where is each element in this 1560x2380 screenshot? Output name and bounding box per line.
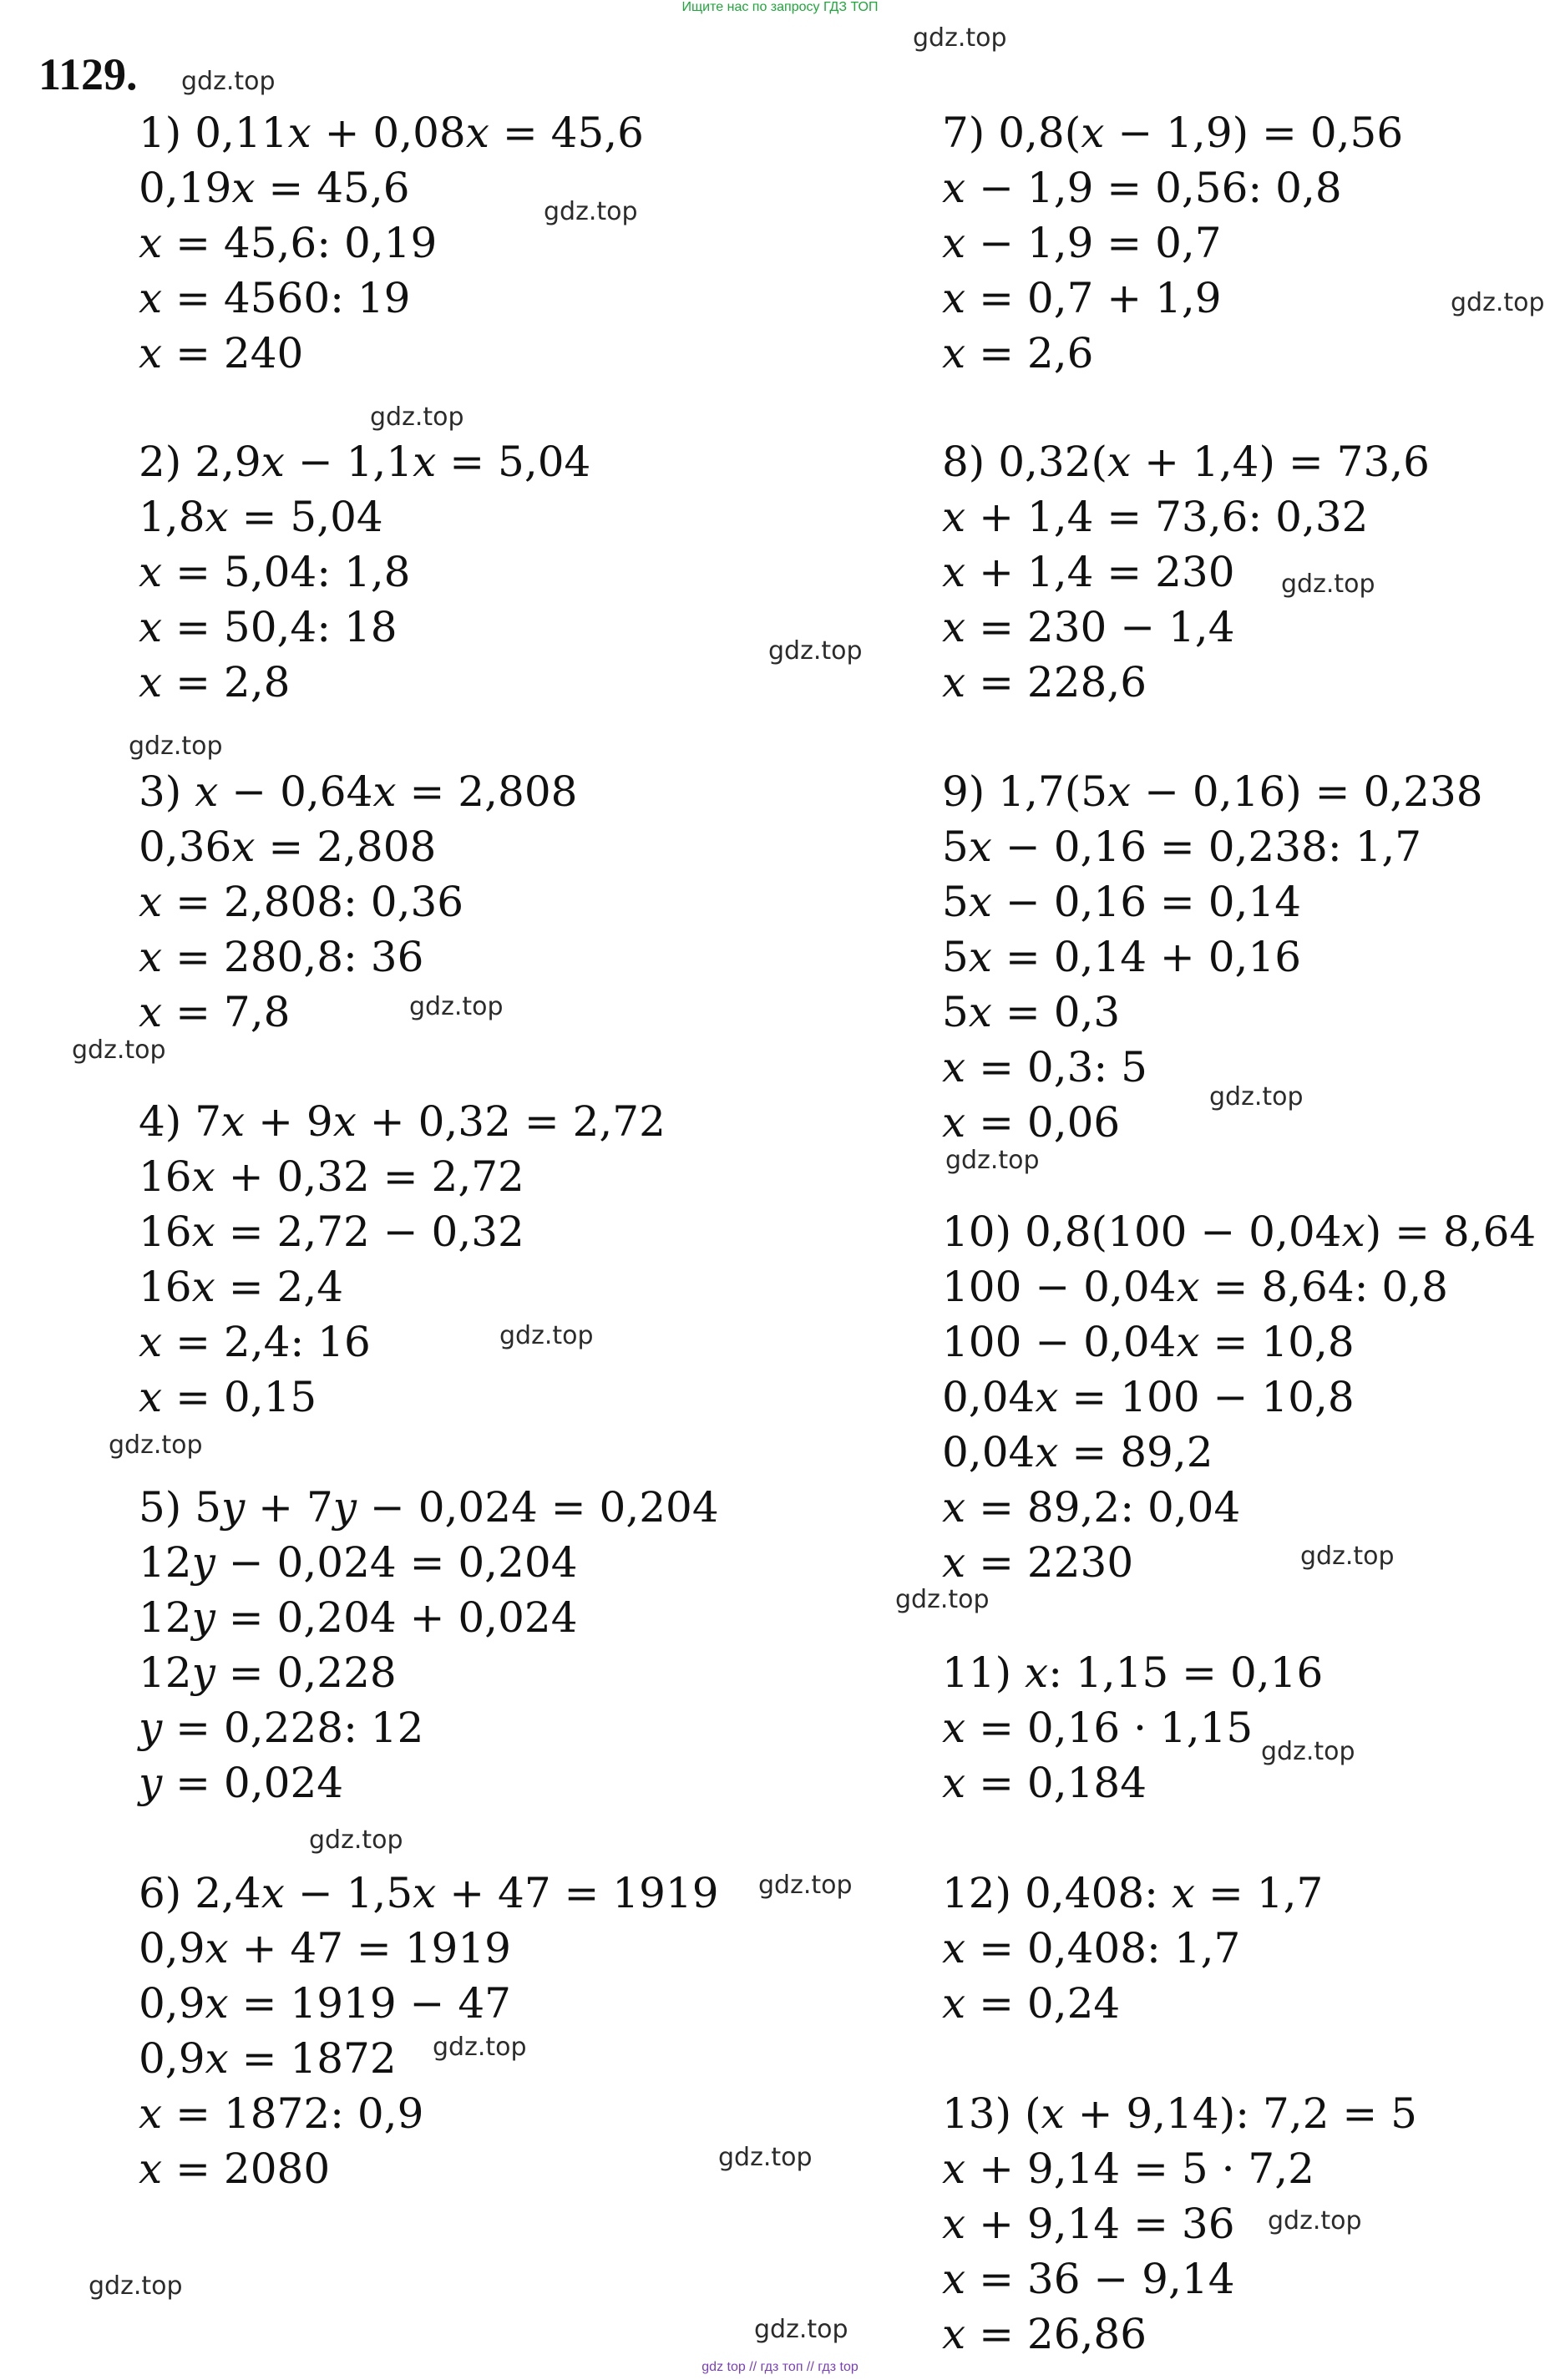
- equation-line: 16𝑥 = 2,4: [139, 1263, 344, 1311]
- equation-line: 𝑥 = 0,16 · 1,15: [942, 1704, 1254, 1752]
- equation-line: 𝑥 = 0,06: [942, 1098, 1121, 1147]
- equation-line: 13) (𝑥 + 9,14): 7,2 = 5: [942, 2089, 1417, 2138]
- equation-line: 0,36𝑥 = 2,808: [139, 823, 437, 871]
- watermark: gdz.top: [433, 2033, 527, 2062]
- exercise-number: 1129.: [38, 49, 138, 99]
- watermark: gdz.top: [1451, 288, 1545, 317]
- equation-line: 4) 7𝑥 + 9𝑥 + 0,32 = 2,72: [139, 1097, 666, 1146]
- equation-line: 0,04𝑥 = 89,2: [942, 1428, 1213, 1476]
- equation-line: 1) 0,11𝑥 + 0,08𝑥 = 45,6: [139, 109, 644, 157]
- equation-line: 𝑥 = 0,184: [942, 1759, 1147, 1807]
- equation-line: 𝑥 = 2,4: 16: [139, 1318, 371, 1366]
- watermark: gdz.top: [109, 1431, 203, 1460]
- equation-line: 𝑥 = 5,04: 1,8: [139, 548, 411, 596]
- equation-line: 𝑥 + 9,14 = 5 · 7,2: [942, 2145, 1314, 2193]
- equation-line: 5𝑥 − 0,16 = 0,14: [942, 878, 1302, 926]
- equation-line: 𝑥 + 9,14 = 36: [942, 2200, 1235, 2248]
- equation-line: 12) 0,408: 𝑥 = 1,7: [942, 1869, 1324, 1917]
- equation-line: 10) 0,8(100 − 0,04𝑥) = 8,64: [942, 1208, 1537, 1256]
- equation-line: 𝑦 = 0,024: [139, 1759, 344, 1807]
- equation-line: 𝑥 = 0,408: 1,7: [942, 1924, 1241, 1972]
- equation-line: 3) 𝑥 − 0,64𝑥 = 2,808: [139, 767, 578, 816]
- equation-line: 𝑥 = 2,808: 0,36: [139, 878, 464, 926]
- equation-line: 𝑥 = 0,24: [942, 1979, 1121, 2028]
- equation-line: 0,19𝑥 = 45,6: [139, 164, 410, 212]
- search-hint-link[interactable]: Ищите нас по запросу ГДЗ ТОП: [681, 0, 879, 14]
- watermark: gdz.top: [72, 1036, 166, 1065]
- equation-line: 𝑥 + 1,4 = 73,6: 0,32: [942, 493, 1369, 541]
- equation-line: 𝑥 − 1,9 = 0,56: 0,8: [942, 164, 1342, 212]
- watermark: gdz.top: [758, 1871, 853, 1900]
- watermark: gdz.top: [768, 636, 863, 666]
- footer-links[interactable]: gdz top // гдз топ // гдз top: [701, 2360, 859, 2374]
- equation-line: 12𝑦 = 0,204 + 0,024: [139, 1593, 578, 1642]
- watermark: gdz.top: [499, 1321, 594, 1350]
- equation-line: 0,04𝑥 = 100 − 10,8: [942, 1373, 1355, 1421]
- equation-line: 12𝑦 = 0,228: [139, 1648, 397, 1697]
- equation-line: 8) 0,32(𝑥 + 1,4) = 73,6: [942, 438, 1430, 486]
- equation-line: 𝑥 = 45,6: 0,19: [139, 219, 438, 267]
- equation-line: 7) 0,8(𝑥 − 1,9) = 0,56: [942, 109, 1404, 157]
- equation-line: 𝑥 = 0,7 + 1,9: [942, 274, 1222, 322]
- equation-line: 100 − 0,04𝑥 = 8,64: 0,8: [942, 1263, 1448, 1311]
- equation-line: 𝑦 = 0,228: 12: [139, 1704, 424, 1752]
- watermark: gdz.top: [1281, 570, 1375, 599]
- equation-line: 0,9𝑥 = 1919 − 47: [139, 1979, 511, 2028]
- equation-line: 𝑥 = 2,6: [942, 329, 1094, 377]
- equation-line: 0,9𝑥 = 1872: [139, 2034, 397, 2083]
- watermark: gdz.top: [718, 2143, 813, 2172]
- equation-line: 𝑥 = 50,4: 18: [139, 603, 398, 651]
- equation-line: 11) 𝑥: 1,15 = 0,16: [942, 1648, 1324, 1697]
- equation-line: 5) 5𝑦 + 7𝑦 − 0,024 = 0,204: [139, 1483, 719, 1532]
- equation-line: 𝑥 = 0,15: [139, 1373, 317, 1421]
- equation-line: 9) 1,7(5𝑥 − 0,16) = 0,238: [942, 767, 1483, 816]
- watermark: gdz.top: [1300, 1542, 1395, 1571]
- equation-line: 𝑥 + 1,4 = 230: [942, 548, 1235, 596]
- equation-line: 6) 2,4𝑥 − 1,5𝑥 + 47 = 1919: [139, 1869, 719, 1917]
- equation-line: 𝑥 = 1872: 0,9: [139, 2089, 424, 2138]
- equation-line: 𝑥 = 0,3: 5: [942, 1043, 1147, 1091]
- watermark: gdz.top: [895, 1585, 990, 1614]
- equation-line: 0,9𝑥 + 47 = 1919: [139, 1924, 511, 1972]
- equation-line: 5𝑥 = 0,14 + 0,16: [942, 933, 1302, 981]
- equation-line: 𝑥 = 26,86: [942, 2310, 1147, 2358]
- equation-line: 𝑥 = 2,8: [139, 658, 291, 706]
- equation-line: 1,8𝑥 = 5,04: [139, 493, 383, 541]
- watermark: gdz.top: [89, 2271, 183, 2301]
- watermark: gdz.top: [309, 1826, 403, 1855]
- watermark: gdz.top: [544, 197, 638, 226]
- watermark: gdz.top: [1261, 1737, 1355, 1766]
- watermark: gdz.top: [1268, 2206, 1362, 2236]
- equation-line: 𝑥 = 280,8: 36: [139, 933, 424, 981]
- equation-line: 2) 2,9𝑥 − 1,1𝑥 = 5,04: [139, 438, 591, 486]
- equation-line: 16𝑥 + 0,32 = 2,72: [139, 1152, 524, 1201]
- equation-line: 𝑥 = 7,8: [139, 988, 291, 1036]
- equation-line: 16𝑥 = 2,72 − 0,32: [139, 1208, 524, 1256]
- equation-line: 𝑥 = 36 − 9,14: [942, 2255, 1235, 2303]
- equation-line: 𝑥 = 2230: [942, 1538, 1134, 1587]
- equation-line: 𝑥 = 228,6: [942, 658, 1147, 706]
- equation-line: 100 − 0,04𝑥 = 10,8: [942, 1318, 1355, 1366]
- watermark: gdz.top: [913, 23, 1007, 53]
- equation-line: 𝑥 − 1,9 = 0,7: [942, 219, 1222, 267]
- equation-line: 5𝑥 = 0,3: [942, 988, 1121, 1036]
- equation-line: 𝑥 = 2080: [139, 2145, 331, 2193]
- watermark: gdz.top: [129, 732, 223, 761]
- watermark: gdz.top: [1209, 1082, 1304, 1112]
- equation-line: 5𝑥 − 0,16 = 0,238: 1,7: [942, 823, 1422, 871]
- equation-line: 𝑥 = 89,2: 0,04: [942, 1483, 1241, 1532]
- equation-line: 𝑥 = 4560: 19: [139, 274, 411, 322]
- equation-line: 𝑥 = 240: [139, 329, 304, 377]
- equation-line: 12𝑦 − 0,024 = 0,204: [139, 1538, 578, 1587]
- watermark: gdz.top: [181, 67, 276, 96]
- watermark: gdz.top: [409, 992, 504, 1021]
- watermark: gdz.top: [754, 2315, 848, 2344]
- watermark: gdz.top: [370, 403, 464, 432]
- equation-line: 𝑥 = 230 − 1,4: [942, 603, 1235, 651]
- watermark: gdz.top: [945, 1146, 1040, 1175]
